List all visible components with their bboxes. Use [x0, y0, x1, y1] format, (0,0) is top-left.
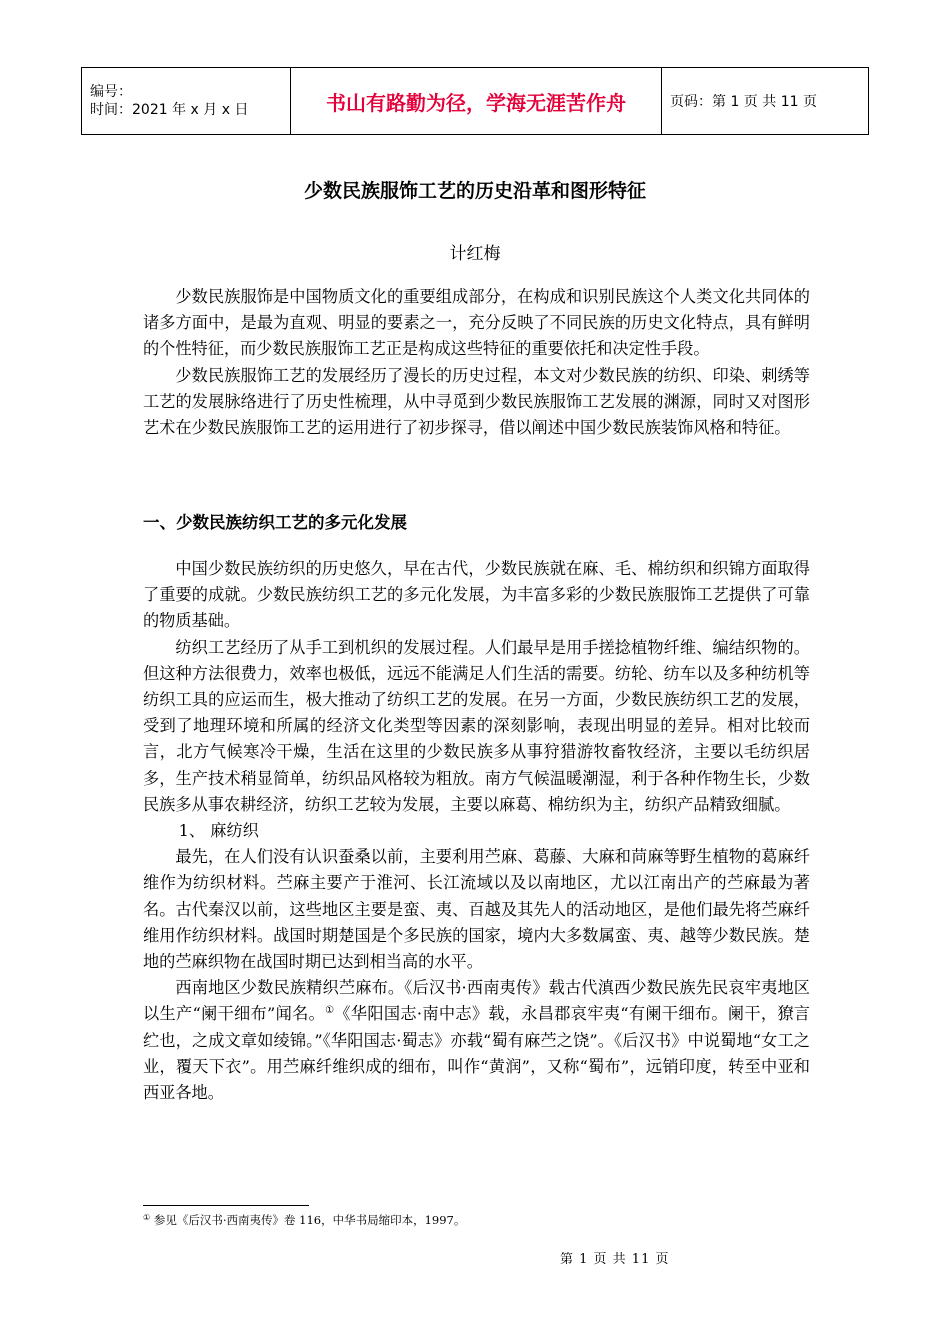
paragraph-text-part-2: 《华阳国志·南中志》载，永昌郡哀牢夷“有阑干细布。阑干，獠言纻也，之成文章如绫锦。”《华阳国志·蜀志》亦载“蜀有麻苎之饶”。《后汉书》中说蜀地“女工之业，覆天下衣”。用苎麻纤维织成的细布，叫作“黄润”，又称“蜀布”，远销印度，转至中亚和西亚各地。	[143, 1004, 810, 1103]
page-footer: 第 1 页 共 11 页	[560, 1252, 670, 1267]
section-heading-1: 一、少数民族纺织工艺的多元化发展	[143, 513, 407, 532]
page-info-cell	[662, 68, 869, 135]
document-title: 少数民族服饰工艺的历史沿革和图形特征	[303, 180, 646, 202]
footnote-marker: ①	[143, 1213, 151, 1222]
footnote-text: 参见《后汉书·西南夷传》卷 116，中华书局缩印本，1997。	[150, 1213, 466, 1227]
author-name: 计红梅	[449, 244, 501, 264]
section1-paragraph-2: 纺织工艺经历了从手工到机织的发展过程。人们最早是用手搓捻植物纤维、编结织物的。但这种方法很费力，效率也极低，远远不能满足人们生活的需要。纺轮、纺车以及多种纺机等纺织工具的应运而生，极大推动了纺织工艺的发展。在另一方面，少数民族纺织工艺的发展，受到了地理环境和所属的经济文化类型等因素的深刻影响，表现出明显的差异。相对比较而言，北方气候寒冷干燥，生活在这里的少数民族多从事狩猎游牧畜牧经济，主要以毛纺织居多，生产技术稍显简单，纺织品风格较为粗放。南方气候温暖潮湿，利于各种作物生长，少数民族多从事农耕经济，纺织工艺较为发展，主要以麻葛、棉纺织为主，纺织产品精致细腻。	[143, 637, 810, 814]
motto-text: 书山有路勤为径，学海无涯苦作舟	[326, 90, 626, 115]
motto-cell	[291, 68, 662, 135]
intro-paragraph-2: 少数民族服饰工艺的发展经历了漫长的历史过程，本文对少数民族的纺织、印染、刺绣等工艺的发展脉络进行了历史性梳理，从中寻觅到少数民族服饰工艺发展的渊源，同时又对图形艺术在少数民族服饰工艺的运用进行了初步探寻，借以阐述中国少数民族装饰风格和特征。	[143, 365, 810, 438]
header-table	[81, 67, 869, 135]
subsection1-paragraph-2	[143, 975, 810, 1106]
paragraph-text-part-1: 西南地区少数民族精织苎麻布。《后汉书·西南夷传》载古代滇西少数民族先民哀牢夷地区以生产“阑干细布”闻名。	[143, 978, 810, 1024]
page-info-text: 页码：第 1 页 共 11 页	[670, 94, 817, 110]
footnote-reference[interactable]: ①	[325, 1005, 335, 1017]
time-label: 时间：2021 年 x 月 x 日	[90, 102, 249, 118]
footnote-separator	[143, 1205, 309, 1206]
header-meta-cell	[82, 68, 291, 135]
subsection-heading-1: 1、 麻纺织	[178, 821, 259, 841]
intro-section	[143, 284, 810, 441]
section-1-body	[143, 556, 810, 1106]
footnote	[143, 1212, 465, 1228]
section1-paragraph-1: 中国少数民族纺织的历史悠久，早在古代，少数民族就在麻、毛、棉纺织和织锦方面取得了重要的成就。少数民族纺织工艺的多元化发展，为丰富多彩的少数民族服饰工艺提供了可靠的物质基础。	[143, 559, 810, 631]
serial-label: 编号：	[90, 84, 132, 100]
subsection1-paragraph-1: 最先，在人们没有认识蚕桑以前，主要利用苎麻、葛藤、大麻和苘麻等野生植物的葛麻纤维作为纺织材料。苎麻主要产于淮河、长江流域以及以南地区，尤以江南出产的苎麻最为著名。古代秦汉以前，这些地区主要是蛮、夷、百越及其先人的活动地区，是他们最先将苎麻纤维用作纺织材料。战国时期楚国是个多民族的国家，境内大多数属蛮、夷、越等少数民族。楚地的苎麻织物在战国时期已达到相当高的水平。	[143, 847, 810, 972]
intro-paragraph-1: 少数民族服饰是中国物质文化的重要组成部分，在构成和识别民族这个人类文化共同体的诸多方面中，是最为直观、明显的要素之一，充分反映了不同民族的历史文化特点，具有鲜明的个性特征，而少数民族服饰工艺正是构成这些特征的重要依托和决定性手段。	[143, 287, 810, 359]
